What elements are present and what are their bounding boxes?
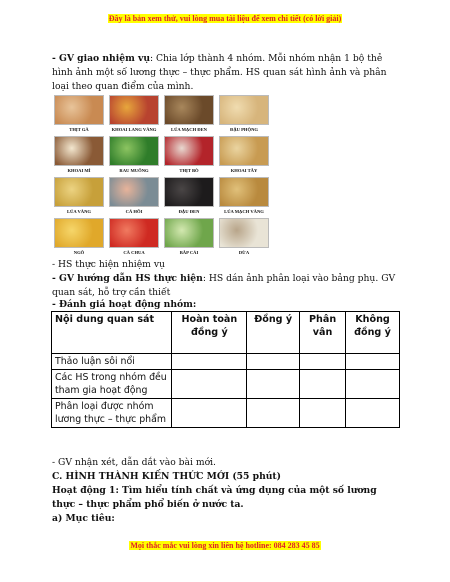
food-label: NGÔ (73, 250, 85, 255)
hs-task-line: - HS thực hiện nhiệm vụ (52, 259, 165, 270)
food-card (164, 95, 214, 132)
food-image (109, 177, 159, 207)
food-label: KHOAI MÌ (67, 168, 91, 173)
food-card (54, 218, 104, 255)
food-card (109, 218, 159, 255)
food-card (109, 177, 159, 214)
table-header: Hoàn toàn đồng ý (172, 312, 247, 354)
guide-text: : HS dán ảnh phân loại vào bảng phụ. GV quan sát, hỗ trợ cần thiết (52, 273, 396, 298)
food-image (219, 136, 269, 166)
table-cell: Phân loại được nhóm lương thực – thực phẩm (52, 399, 172, 428)
guide-prefix: - GV hướng dẫn HS thực hiện (52, 273, 203, 284)
food-label: ĐẬU ĐEN (178, 209, 200, 214)
food-label: KHOAI TÂY (230, 168, 258, 173)
hotline-banner: Mọi thắc mắc vui lòng xin liên hệ hotline: 084 283 45 85 (130, 541, 320, 550)
food-label: ĐẬU PHỘNG (230, 127, 258, 132)
table-row (52, 354, 400, 370)
food-label: THỊT BÒ (179, 168, 199, 173)
food-label: KHOAI LANG VÀNG (111, 127, 157, 132)
table-cell: Thảo luận sôi nổi (52, 354, 172, 370)
food-image (109, 218, 159, 248)
food-label: LÚA VÀNG (66, 209, 92, 214)
food-image (54, 177, 104, 207)
preview-banner: Đây là bản xem thử, vui lòng mua tài liệu để xem chi tiết (có lời giải) (108, 14, 342, 23)
food-card (109, 95, 159, 132)
food-image (164, 95, 214, 125)
food-image (164, 177, 214, 207)
table-row (52, 370, 400, 399)
table-header: Phân vân (300, 312, 346, 354)
food-card (54, 177, 104, 214)
food-card (54, 95, 104, 132)
food-card (219, 218, 269, 255)
food-card (54, 136, 104, 173)
food-image (164, 218, 214, 248)
task-prefix: - GV giao nhiệm vụ (52, 53, 151, 64)
food-label: THỊT GÀ (69, 127, 89, 132)
objective-heading: a) Mục tiêu: (52, 513, 115, 524)
food-label: CÁ HỒI (125, 209, 143, 214)
food-image (219, 95, 269, 125)
food-image (219, 177, 269, 207)
food-image (109, 136, 159, 166)
food-image (109, 95, 159, 125)
food-card (219, 95, 269, 132)
table-row (52, 399, 400, 428)
food-card (164, 218, 214, 255)
task-paragraph (52, 52, 397, 94)
guide-paragraph (52, 272, 397, 300)
food-image (54, 95, 104, 125)
food-card (219, 177, 269, 214)
table-header: Nội dung quan sát (52, 312, 172, 354)
table-header: Đồng ý (247, 312, 300, 354)
food-label: LÚA MẠCH VÀNG (224, 209, 264, 214)
food-label: LÚA MẠCH ĐEN (171, 127, 207, 132)
food-image (54, 136, 104, 166)
food-card (219, 136, 269, 173)
food-label: RAU MUỐNG (119, 168, 149, 173)
summary-line: - GV nhận xét, dẫn dắt vào bài mới. (52, 457, 216, 468)
food-image (164, 136, 214, 166)
evaluation-table (51, 311, 400, 428)
section-title: C. HÌNH THÀNH KIẾN THỨC MỚI (55 phút) (52, 471, 282, 482)
activity-title: Hoạt động 1: Tìm hiểu tính chất và ứng dụng của một số lương thực – thực phẩm phổ biến ở nước ta. (52, 485, 377, 510)
food-image (219, 218, 269, 248)
table-cell: Các HS trong nhóm đều tham gia hoạt động (52, 370, 172, 399)
food-image (54, 218, 104, 248)
task-text: : Chia lớp thành 4 nhóm. Mỗi nhóm nhận 1 bộ thẻ hình ảnh một số lương thực – thực phẩm. HS quan sát hình ảnh và phân loại theo quan điểm của mình. (52, 53, 387, 92)
food-label: BẮP CẢI (179, 250, 199, 255)
table-header: Không đồng ý (346, 312, 400, 354)
food-card (164, 136, 214, 173)
food-label: CÀ CHUA (123, 250, 145, 255)
food-label: DỪA (238, 250, 250, 255)
food-card (109, 136, 159, 173)
food-card (164, 177, 214, 214)
eval-heading: - Đánh giá hoạt động nhóm: (52, 299, 197, 310)
